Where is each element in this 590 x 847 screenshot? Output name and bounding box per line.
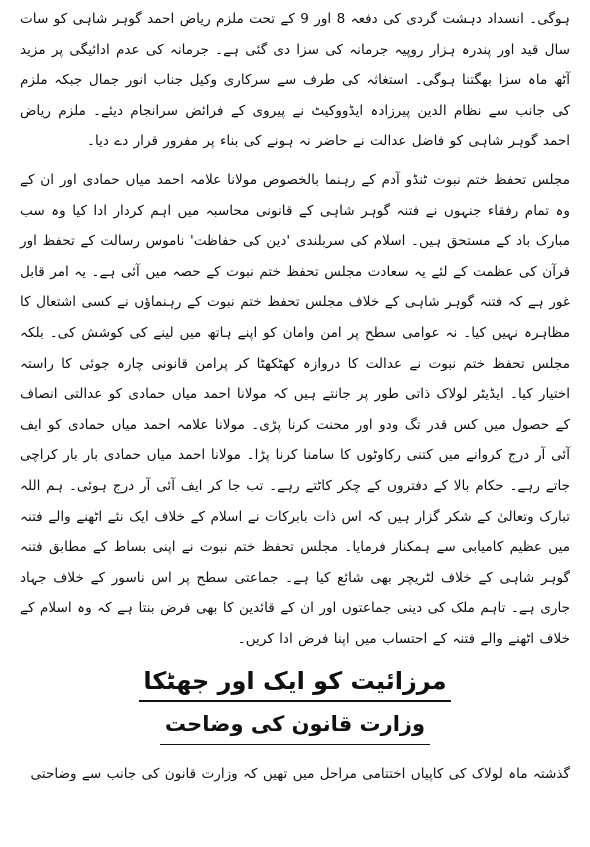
section-heading: مرزائیت کو ایک اور جھٹکا bbox=[139, 664, 450, 702]
paragraph-majlis-tahaffuz: مجلس تحفظ ختم نبوت ٹنڈو آدم کے رہنما بالخصوص مولانا علامہ احمد میاں حمادی اور ان کے وہ تمام رفقاء جنہوں نے فتنہ گوہر شاہی کے قانونی محاسبہ میں اہم کردار ادا کیا وہ سب مبارک باد کے مستحق ہیں۔ اسلام کی سربلندی 'دین کی حفاظت' ناموس رسالت کے تحفظ اور قرآن کی عظمت کے لئے یہ سعادت مجلس تحفظ ختم نبوت کے حصہ میں آئی ہے۔ یہ امر قابل غور ہے کہ فتنہ گوہر شاہی کے خلاف مجلس تحفظ ختم نبوت کے رہنماؤں نے کسی اشتعال کا مظاہرہ نہیں کیا۔ نہ عوامی سطح پر امن وامان کو اپنے ہاتھ میں لینے کی کوشش کی۔ بلکہ مجلس تحفظ ختم نبوت نے عدالت کا دروازہ کھٹکھٹا کر پرامن قانونی چارہ جوئی کا راستہ اختیار کیا۔ ایڈیٹر لولاک ذاتی طور پر جانتے ہیں کہ مولانا احمد میاں حمادی کو عدالتی انصاف کے حصول میں کس قدر تگ ودو اور محنت کرنا پڑی۔ مولانا علامہ احمد میاں حمادی کو ایف آئی آر درج کروانے میں کتنی رکاوٹوں کا سامنا کرنا پڑا۔ مولانا احمد میاں حمادی بار بار کراچی جاتے رہے۔ حکام بالا کے دفتروں کے چکر کاٹتے رہے۔ تب جا کر ایف آئی آر درج ہوئی۔ ہم اللہ تبارک وتعالیٰ کے شکر گزار ہیں کہ اس ذات بابرکات نے اسلام کے خلاف ایک نئے اٹھنے والے فتنہ میں عظیم کامیابی سے ہمکنار فرمایا۔ مجلس تحفظ ختم نبوت نے اپنی بساط کے مطابق فتنہ گوہر شاہی کے خلاف لٹریچر بھی شائع کیا ہے۔ جماعتی سطح پر اس ناسور کے خلاف جہاد جاری ہے۔ تاہم ملک کی دینی جماعتوں اور ان کے قائدین کا بھی فرض بنتا ہے کہ وہ اسلام کے خلاف اٹھنے والے فتنہ کے احتساب میں اپنا فرض ادا کریں۔ bbox=[20, 171, 570, 647]
paragraph-ministry-clarification: گذشتہ ماہ لولاک کی کاپیاں اختتامی مراحل میں تھیں کہ وزارت قانون کی جانب سے وضاحتی bbox=[30, 766, 570, 783]
paragraph-court-verdict: ہوگی۔ انسداد دہشت گردی کی دفعہ 8 اور 9 کے تحت ملزم ریاض احمد گوہر شاہی کو سات سال قید اور پندرہ ہزار روپیہ جرمانہ کی سزا دی گئی ہے۔ جرمانہ کی عدم ادائیگی پر مزید آٹھ ماہ سزا بھگتنا ہوگی۔ استغاثہ کی طرف سے سرکاری وکیل جناب انور جمال جبکہ ملزم کی جانب سے نظام الدین پیرزادہ ایڈووکیٹ نے پیروی کے فرائض سرانجام دیئے۔ ملزم ریاض احمد گوہر شاہی کو فاضل عدالت نے حاضر نہ ہونے کی بناء پر مفرور قرار دے دیا۔ bbox=[20, 11, 570, 150]
subheading-underline bbox=[160, 744, 430, 745]
section-subheading: وزارت قانون کی وضاحت bbox=[164, 712, 426, 737]
section-heading-block bbox=[20, 664, 570, 745]
